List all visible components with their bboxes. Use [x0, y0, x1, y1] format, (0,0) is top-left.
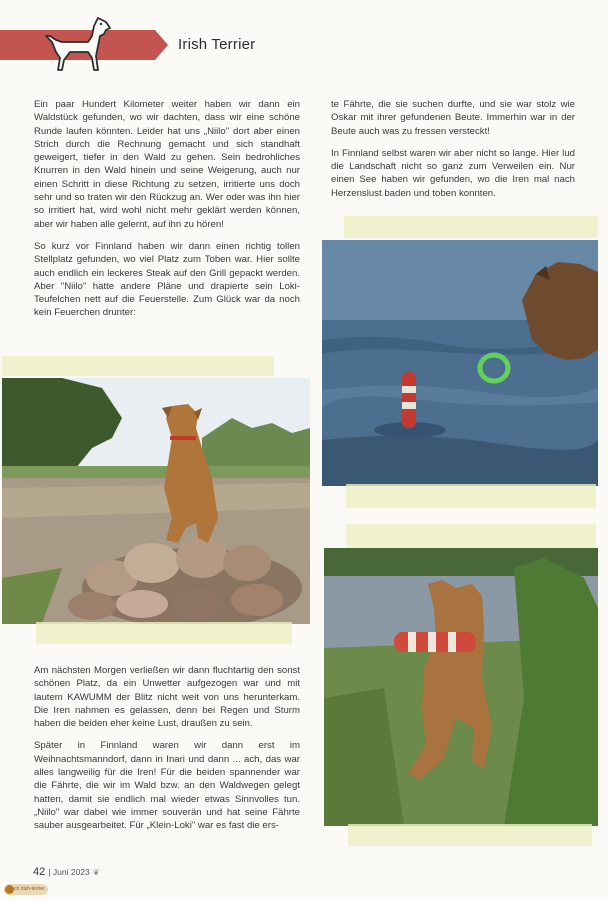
page-title: Irish Terrier: [178, 36, 256, 53]
tape-strip: [348, 824, 592, 846]
photo-dog-in-lake: [322, 240, 598, 486]
page-number: 42: [33, 866, 46, 878]
tape-strip: [346, 524, 596, 548]
terrier-silhouette-icon: [40, 12, 116, 76]
paragraph: Am nächsten Morgen verließen wir dann fluchtartig den sonst schönen Platz, da ein Unwetter aufgezogen war und mit lautem KAWUMM der Blitz nicht weit von uns herunterkam. Die Iren nahmen es gelassen, denn bei Regen und Sturm haben die beiden eher keine Lust, draußen zu sein.: [34, 665, 300, 730]
tape-strip: [2, 356, 274, 376]
paragraph: Ein paar Hundert Kilometer weiter haben wir dann ein Waldstück gefunden, wo wir dachten, dass wir eine schöne Runde laufen könnten. Leider hat uns „Niilo" dort aber einen Strich durch die Rechnung gemacht und sich standhaft geweigert, tiefer in den Wald zu gehen. Sein bedrohliches Knurren in den Wald hinein und seine Weigerung, auch nur einen Schritt in diese Richtung zu setzen, irritierte uns doch sehr und so traten wir den Rückzug an. Wer oder was ihn hier so irritiert hat, wird wohl nicht mehr geklärt werden können, aber wir haben alle gelernt, auf ihn zu hören!: [34, 99, 300, 230]
article-column-left-top: [34, 98, 300, 329]
article-column-right-top: [331, 98, 575, 209]
issue-date: | Juni 2023: [48, 867, 90, 877]
paragraph: So kurz vor Finnland haben wir dann einen richtig tollen Stellplatz gefunden, wo viel Platz zum Toben war. Hier sollte auch endlich ein leckeres Steak auf den Grill gepackt werden. Aber "Niilo" hatte andere Pläne und drapierte sein Loki-Teufelchen nett auf die Feuerstelle. Zum Glück war da noch kein Feuerchen drunter:: [34, 240, 300, 319]
logo-text: ch.irish-terrier: [14, 886, 45, 892]
tape-strip: [346, 484, 596, 508]
tape-strip: [36, 622, 292, 644]
publisher-logo: [4, 884, 48, 895]
page-footer: [33, 866, 100, 878]
tape-strip: [344, 216, 598, 238]
paragraph: te Fährte, die sie suchen durfte, und sie war stolz wie Oskar mit ihrer gefundenen Beute. Immerhin war in der Beute auch was zu fressen versteckt!: [331, 99, 575, 137]
paw-icon: ❦: [92, 868, 100, 877]
logo-dot-icon: [5, 885, 14, 894]
paragraph: In Finnland selbst waren wir aber nicht so lange. Hier lud die Landschaft nicht so ganz zum Verweilen ein. Nur einen See haben wir gefunden, wo die Iren mal nach Herzenslust baden und toben konnten.: [331, 147, 575, 199]
paragraph: Später in Finnland waren wir dann erst im Weihnachtsmanndorf, dann in Inari und dann ... ach, das war alles langweilig für die Iren! Für die beiden spannender war die Fährte, die wir im Wald bzw. an den Waldwegen gelegt hatten, damit sie endlich mal wieder etwas Sinnvolles tun. „Niilo" war dabei wie immer souverän und hat seine Fährte sauber ausgearbeitet. Für „Klein-Loki" war es fast die ers-: [34, 740, 300, 832]
photo-dog-on-stones: [2, 378, 310, 624]
article-column-left-bottom: [34, 664, 300, 842]
photo-dog-with-toy: [324, 548, 598, 826]
